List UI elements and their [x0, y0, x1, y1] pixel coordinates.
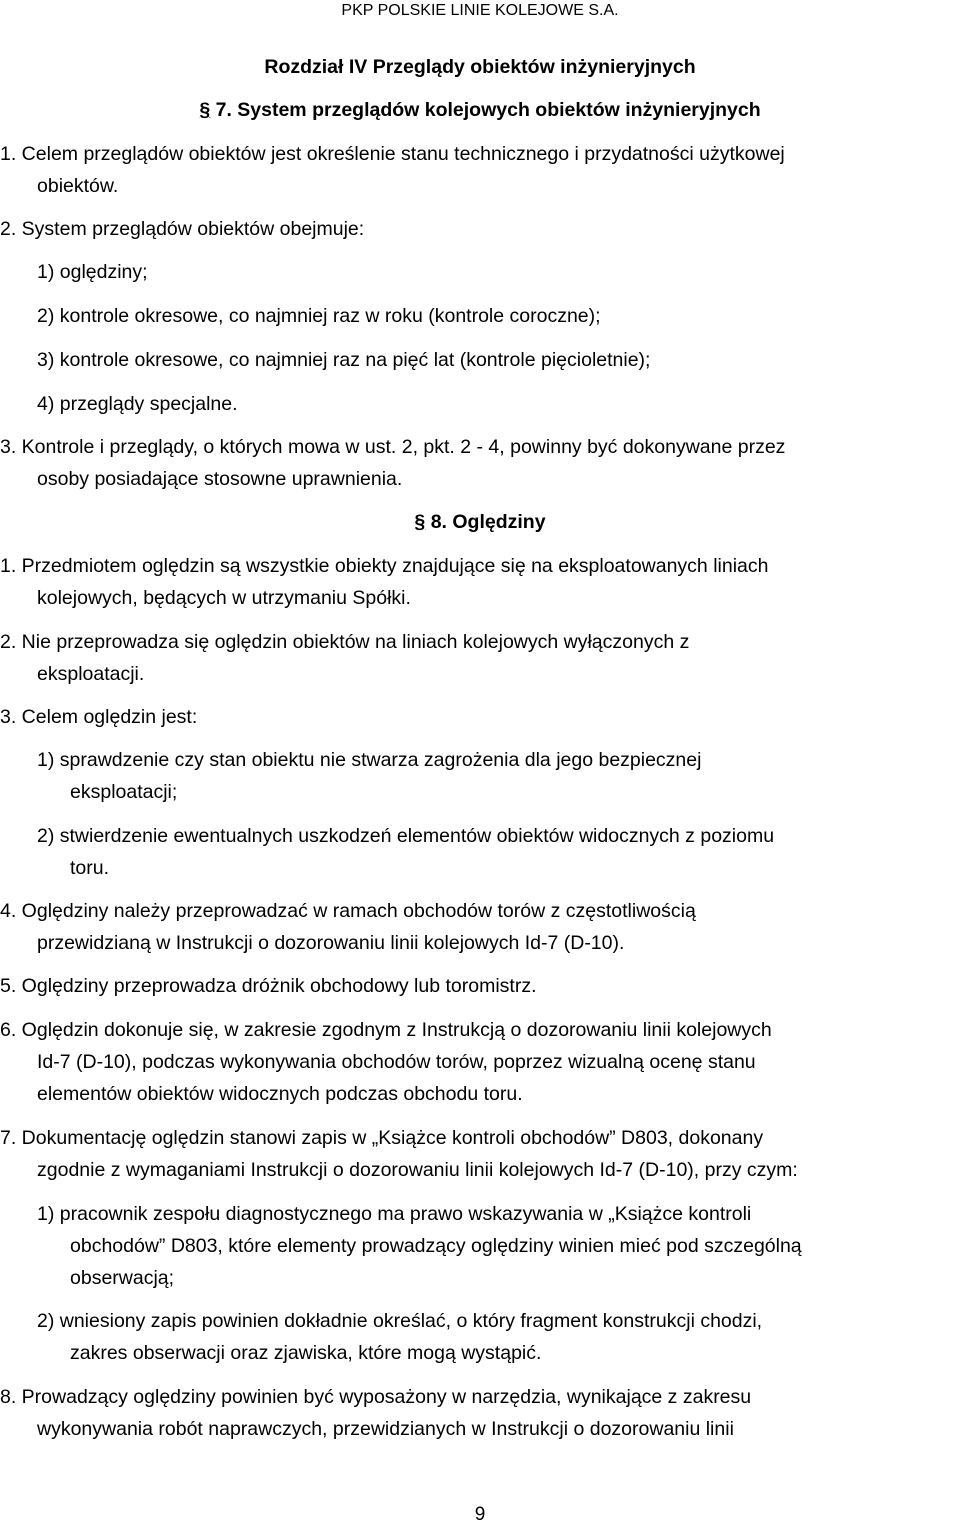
s8-p3-item2-line2: toru.	[70, 857, 110, 879]
s8-p8-line1: 8. Prowadzący oględziny powinien być wyposażony w narzędzia, wynikające z zakresu	[0, 1386, 752, 1408]
s8-p6-line2: Id-7 (D-10), podczas wykonywania obchodów torów, poprzez wizualną ocenę stanu	[37, 1051, 756, 1073]
s8-p3-item1-line1: 1) sprawdzenie czy stan obiektu nie stwarza zagrożenia dla jego bezpiecznej	[37, 749, 702, 771]
s8-p1-line1: 1. Przedmiotem oględzin są wszystkie obiekty znajdujące się na eksploatowanych liniach	[0, 555, 769, 577]
s8-p2-line2: eksploatacji.	[37, 663, 145, 685]
chapter-title: Rozdział IV Przeglądy obiektów inżynieryjnych	[264, 56, 696, 78]
s8-p7-item2-line1: 2) wniesiony zapis powinien dokładnie określać, o który fragment konstrukcji chodzi,	[37, 1310, 763, 1332]
section-8-heading	[0, 510, 960, 534]
s8-p7-item1-line3: obserwacją;	[70, 1267, 175, 1289]
s7-list-item-1: 1) oględziny;	[37, 261, 148, 283]
page-number: 9	[474, 1504, 486, 1525]
s7-p3-line2: osoby posiadające stosowne uprawnienia.	[37, 468, 403, 490]
s8-p3-item1-line2: eksploatacji;	[70, 781, 178, 803]
s7-p3-line1	[0, 435, 785, 459]
s7-p3-text: 3. Kontrole i przeglądy, o których mowa w ust. 2, pkt. 2 - 4, powinny być dokonywane przez	[0, 436, 786, 458]
s8-p7-line2: zgodnie z wymaganiami Instrukcji o dozorowaniu linii kolejowych Id-7 (D-10), przy czym:	[37, 1159, 798, 1181]
s7-list-item-4: 4) przeglądy specjalne.	[37, 393, 238, 415]
s8-p5: 5. Oględziny przeprowadza dróżnik obchodowy lub toromistrz.	[0, 975, 537, 997]
s7-p2: 2. System przeglądów obiektów obejmuje:	[0, 218, 365, 240]
s8-p3: 3. Celem oględzin jest:	[0, 706, 198, 728]
section-sign: §	[414, 511, 426, 533]
section-7-heading	[0, 98, 960, 122]
section-8-title: 8. Oględziny	[430, 511, 546, 533]
s8-p7-line1: 7. Dokumentację oględzin stanowi zapis w „Książce kontroli obchodów” D803, dokonany	[0, 1127, 764, 1149]
s8-p1-line2: kolejowych, będących w utrzymaniu Spółki.	[37, 587, 411, 609]
s7-p1-line2: obiektów.	[37, 175, 119, 197]
s8-p8-line2: wykonywania robót naprawczych, przewidzianych w Instrukcji o dozorowaniu linii	[37, 1418, 734, 1440]
s8-p3-item2-line1: 2) stwierdzenie ewentualnych uszkodzeń elementów obiektów widocznych z poziomu	[37, 825, 775, 847]
s8-p7-item1-line2: obchodów” D803, które elementy prowadzący oględziny winien mieć pod szczególną	[70, 1235, 802, 1257]
section-7-title: 7. System przeglądów kolejowych obiektów inżynieryjnych	[215, 99, 761, 121]
s8-p4-line2: przewidzianą w Instrukcji o dozorowaniu linii kolejowych Id-7 (D-10).	[37, 932, 625, 954]
s8-p6-line3: elementów obiektów widocznych podczas obchodu toru.	[37, 1083, 523, 1105]
s7-list-item-2: 2) kontrole okresowe, co najmniej raz w roku (kontrole coroczne);	[37, 305, 601, 327]
page-header: PKP POLSKIE LINIE KOLEJOWE S.A.	[341, 2, 619, 19]
s8-p4-line1: 4. Oględziny należy przeprowadzać w ramach obchodów torów z częstotliwością	[0, 900, 696, 922]
s8-p7-item2-line2: zakres obserwacji oraz zjawiska, które mogą wystąpić.	[70, 1342, 542, 1364]
s7-list-item-3: 3) kontrole okresowe, co najmniej raz na pięć lat (kontrole pięcioletnie);	[37, 349, 651, 371]
s7-p1-line1: 1. Celem przeglądów obiektów jest określenie stanu technicznego i przydatności użytkowej	[0, 143, 785, 165]
s8-p6-line1: 6. Oględzin dokonuje się, w zakresie zgodnym z Instrukcją o dozorowaniu linii kolejowych	[0, 1019, 772, 1041]
s8-p7-item1-line1: 1) pracownik zespołu diagnostycznego ma prawo wskazywania w „Książce kontroli	[37, 1203, 752, 1225]
s8-p2-line1: 2. Nie przeprowadza się oględzin obiektów na liniach kolejowych wyłączonych z	[0, 631, 690, 653]
section-sign: §	[199, 99, 211, 121]
